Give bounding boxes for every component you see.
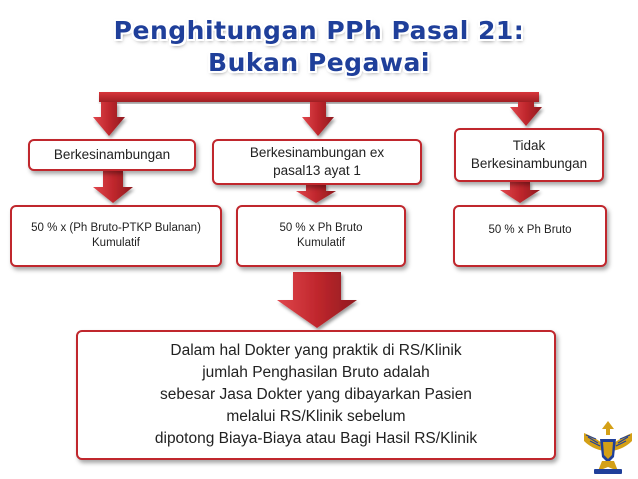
formula-3-line1: 50 % x Ph Bruto xyxy=(488,224,572,236)
arrow-to-formula-3 xyxy=(500,181,540,203)
note-line-3: sebesar Jasa Dokter yang dibayarkan Pasien xyxy=(160,386,472,403)
arrow-to-category-3 xyxy=(510,102,542,126)
garuda-emblem-icon xyxy=(580,415,636,475)
note-line-5: dipotong Biaya-Biaya atau Bagi Hasil RS/Klinik xyxy=(154,430,478,447)
category-label-ex-pasal13-line1: Berkesinambungan ex xyxy=(249,145,385,161)
formula-2-line2: Kumulatif xyxy=(297,237,345,249)
title-line-1: Penghitungan PPh Pasal 21: xyxy=(113,16,525,45)
arrow-to-formula-2 xyxy=(296,183,336,203)
arrow-to-note xyxy=(277,272,357,328)
arrow-to-category-1 xyxy=(93,102,125,136)
top-connector-bar xyxy=(99,92,539,102)
arrow-to-category-2 xyxy=(302,102,334,136)
title-line-2: Bukan Pegawai xyxy=(208,48,430,77)
formula-box-3 xyxy=(453,205,607,267)
category-box-ex-pasal13 xyxy=(212,139,422,185)
note-box xyxy=(76,330,556,460)
note-line-1: Dalam hal Dokter yang praktik di RS/Klinik xyxy=(170,342,462,359)
category-box-tidak-berkesinambungan xyxy=(454,128,604,182)
formula-2-line1: 50 % x Ph Bruto xyxy=(279,222,363,235)
category-label-tidak-line1: Tidak xyxy=(512,138,546,154)
arrow-to-formula-1 xyxy=(93,170,133,203)
formula-1-line1: 50 % x (Ph Bruto-PTKP Bulanan) xyxy=(31,222,201,235)
formula-box-1 xyxy=(10,205,222,267)
formula-box-2 xyxy=(236,205,406,267)
category-box-berkesinambungan xyxy=(28,139,196,171)
note-line-2: jumlah Penghasilan Bruto adalah xyxy=(202,364,430,381)
category-label-tidak-line2: Berkesinambungan xyxy=(470,156,588,171)
formula-1-line2: Kumulatif xyxy=(92,237,140,249)
category-label-berkesinambungan: Berkesinambungan xyxy=(53,147,171,163)
note-line-4: melalui RS/Klinik sebelum xyxy=(226,408,406,425)
category-label-ex-pasal13-line2: pasal13 ayat 1 xyxy=(273,163,361,178)
